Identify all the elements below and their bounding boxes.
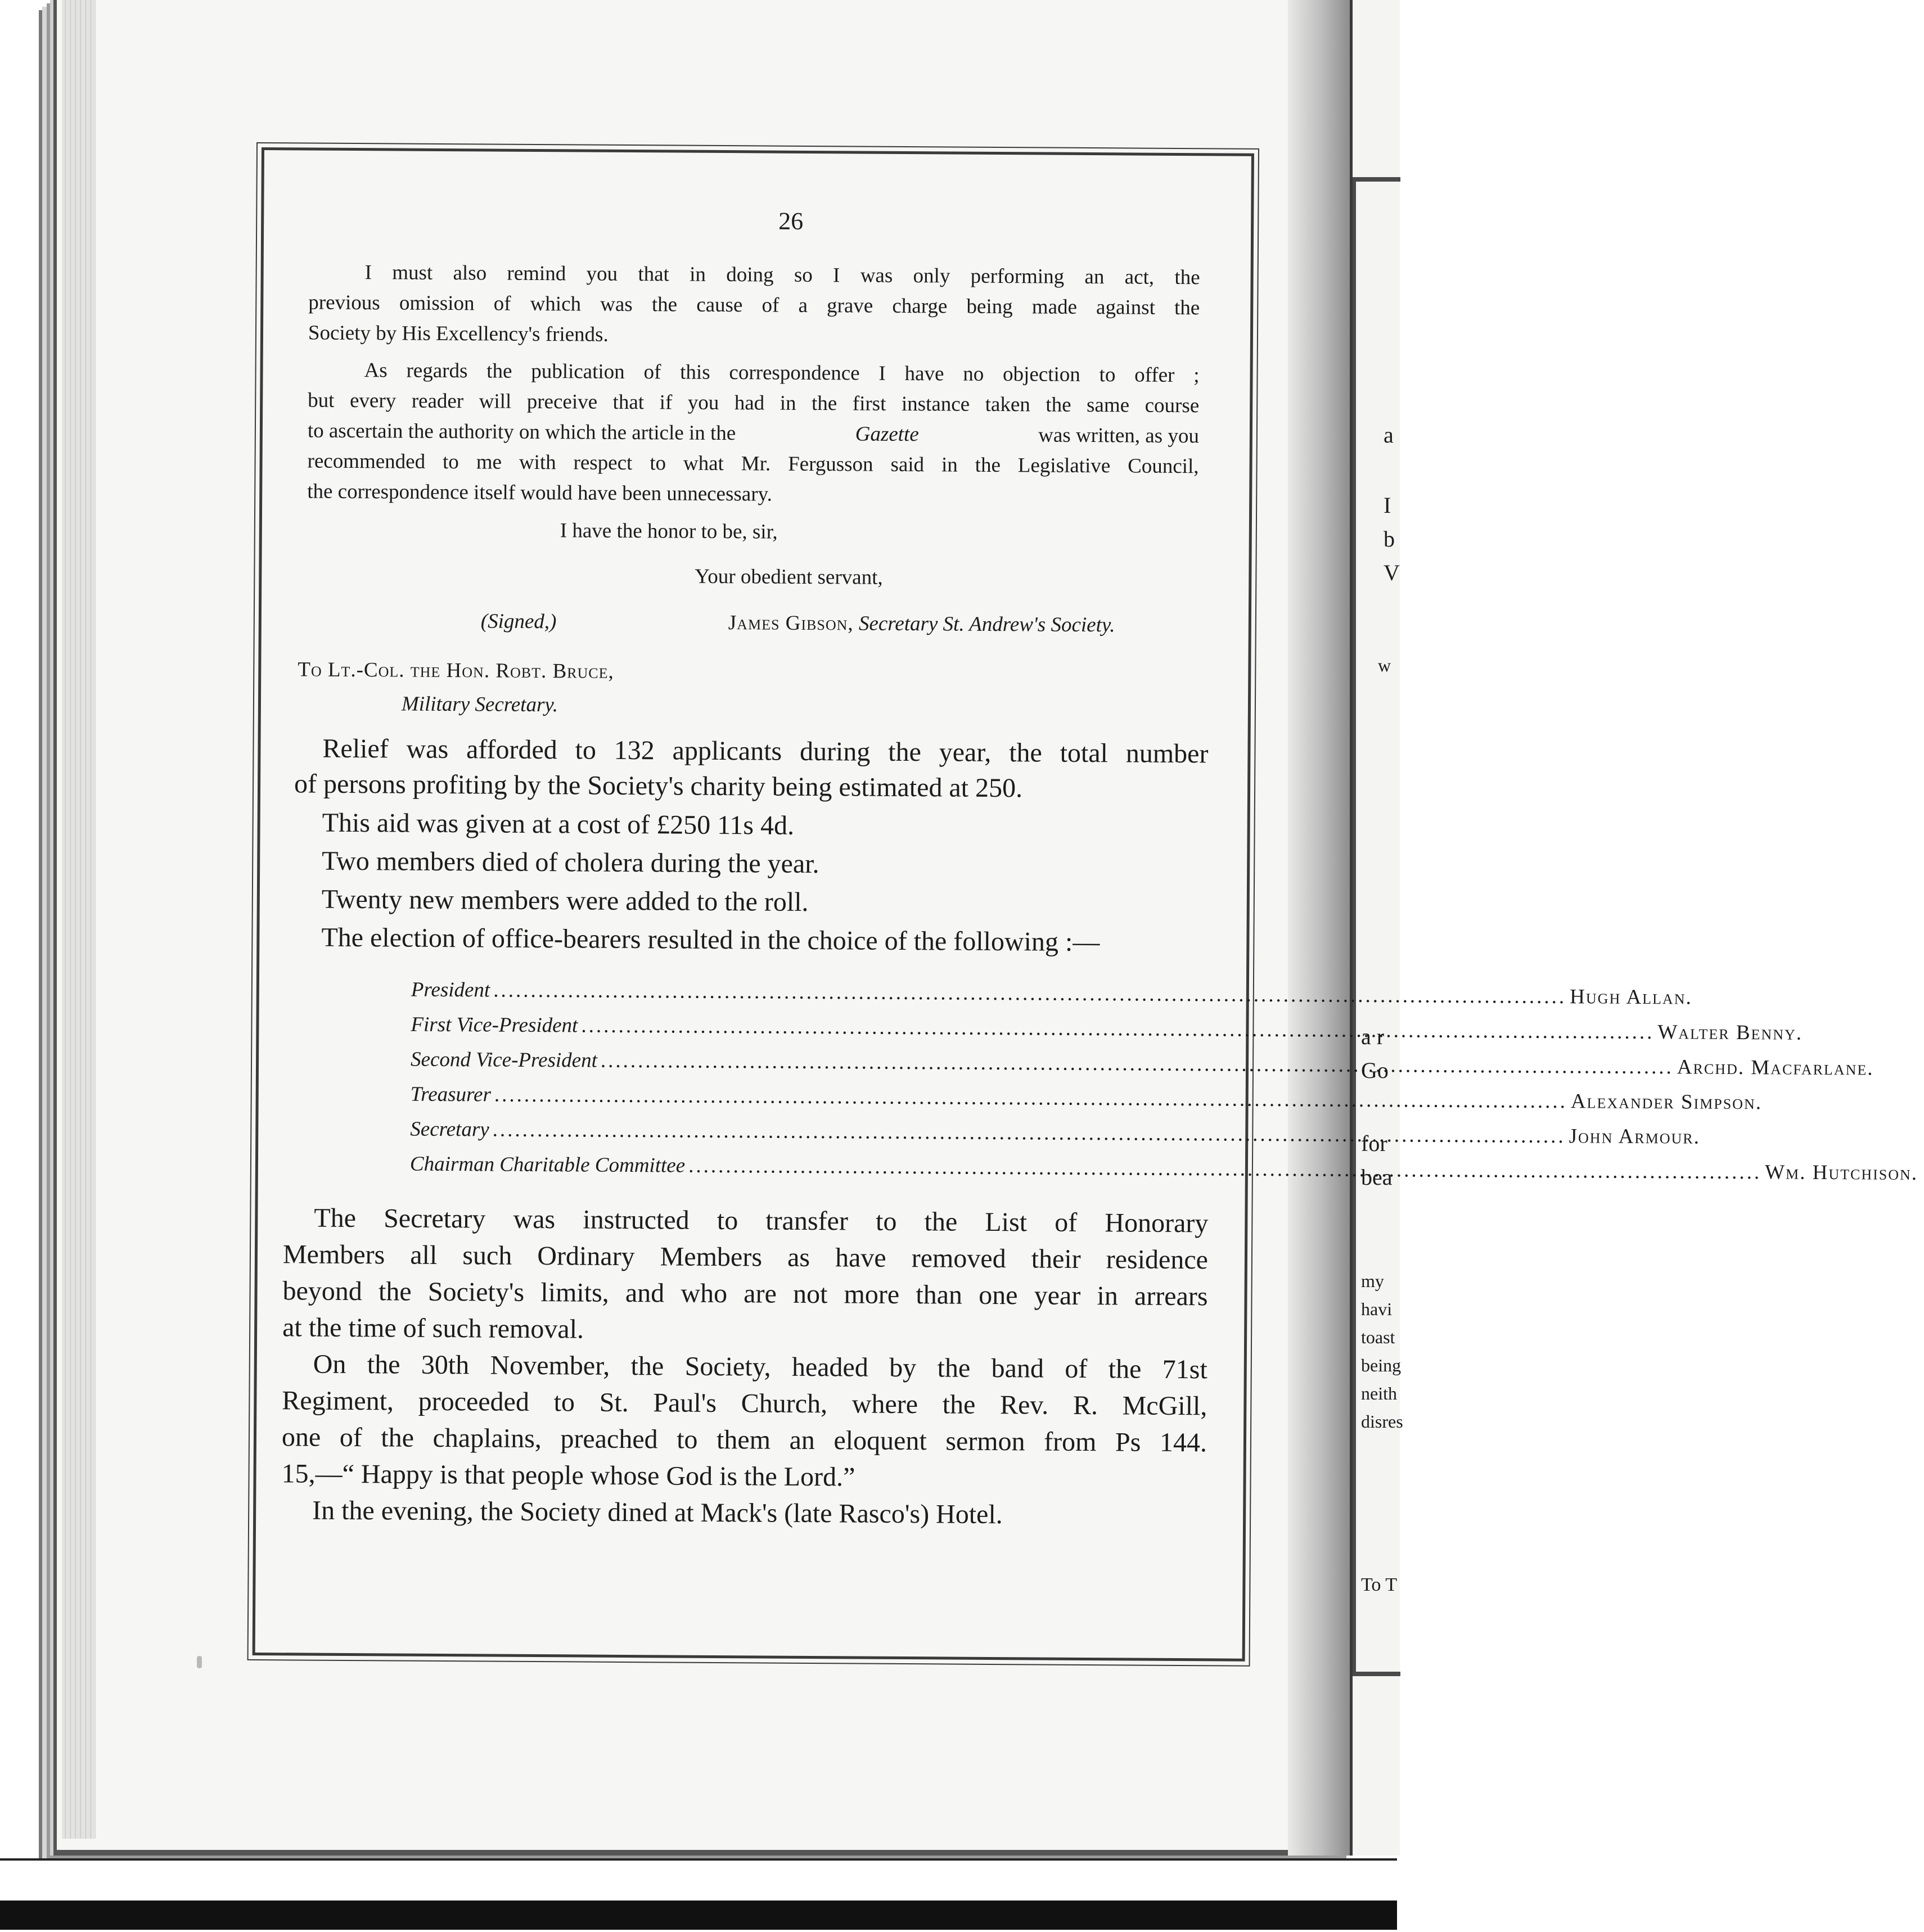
page-edges — [62, 0, 96, 1839]
addressee: To Lt.-Col. the Hon. Robt. Bruce, — [298, 658, 614, 683]
facing-fragment: neith — [1361, 1383, 1397, 1403]
letter-text: to ascertain the authority on which the article in the — [307, 419, 736, 445]
dinner-line: In the evening, the Society dined at Mack's (late Rasco's) Hotel. — [312, 1495, 1003, 1530]
letter-line — [308, 421, 1199, 447]
signatory-name: James Gibson, — [728, 611, 854, 635]
facing-fragment: I — [1384, 493, 1391, 518]
facing-fragment: disres — [1361, 1411, 1403, 1432]
facing-fragment: being — [1361, 1355, 1402, 1375]
leader-dots — [581, 1014, 1654, 1045]
addressee-title: Military Secretary. — [401, 692, 558, 717]
relief-deaths: Two members died of cholera during the year. — [322, 846, 819, 879]
signatory-title: Secretary St. Andrew's Society. — [858, 612, 1115, 637]
office-role: First Vice-President — [411, 1013, 578, 1037]
transfer-line: beyond the Society's limits, and who are not more than one year in arrears — [282, 1276, 1208, 1312]
november-line: Regiment, proceeded to St. Paul's Church, where the Rev. R. McGill, — [282, 1385, 1207, 1421]
office-role: Treasurer — [410, 1082, 492, 1107]
november-line: On the 30th November, the Society, headed by the band of the 71st — [313, 1349, 1207, 1385]
leader-dots — [493, 1118, 1566, 1149]
relief-line: Relief was afforded to 132 applicants during the year, the total number — [322, 733, 1209, 769]
gazette-title: Gazette — [855, 422, 919, 446]
facing-fragment: a — [1384, 422, 1394, 448]
facing-fragment: To T — [1361, 1574, 1398, 1595]
facing-fragment: Go — [1361, 1058, 1389, 1083]
facing-fragment: b — [1384, 526, 1395, 552]
november-line: one of the chaplains, preached to them an eloquent sermon from Ps 144. — [281, 1422, 1207, 1458]
facing-fragment: bea — [1361, 1164, 1393, 1190]
office-holder: Alexander Simpson. — [1570, 1090, 1763, 1114]
facing-fragment: havi — [1361, 1299, 1393, 1319]
letter-line: recommended to me with respect to what Mr. Fergusson said in the Legislative Council, — [307, 449, 1199, 479]
office-role: Secretary — [410, 1117, 489, 1141]
office-holder: Walter Benny. — [1657, 1021, 1803, 1045]
leader-dots — [494, 1083, 1567, 1114]
facing-page-text — [1361, 0, 1403, 1856]
signed-note: (Signed,) — [480, 610, 557, 634]
letter-line: previous omission of which was the cause of a grave charge being made against the — [308, 291, 1200, 320]
leader-dots — [688, 1154, 1761, 1185]
office-holder: Archd. Macfarlane. — [1677, 1055, 1874, 1080]
relief-election: The election of office-bearers resulted in the choice of the following :— — [321, 922, 1100, 958]
gutter-shadow — [1288, 0, 1350, 1856]
letter-closing: I have the honor to be, sir, — [560, 519, 778, 544]
facing-fragment: w — [1378, 655, 1391, 675]
relief-cost: This aid was given at a cost of £250 11s 4d. — [322, 807, 795, 841]
signature-line — [728, 612, 1115, 635]
ink-speck — [197, 1656, 202, 1668]
transfer-line: at the time of such removal. — [282, 1312, 584, 1344]
facing-fragment: for — [1361, 1131, 1387, 1156]
office-bearer-row — [411, 978, 1692, 1010]
relief-new-members: Twenty new members were added to the roll. — [321, 884, 809, 917]
office-role: President — [411, 978, 490, 1002]
letter-line: I must also remind you that in doing so I was only performing an act, the — [364, 261, 1200, 290]
page-number: 26 — [778, 207, 804, 235]
office-bearer-row — [410, 1082, 1763, 1115]
office-role: Chairman Charitable Committee — [409, 1152, 686, 1177]
letter-line: but every reader will preceive that if you had in the first instance taken the same course — [308, 389, 1200, 418]
office-holder: John Armour. — [1569, 1125, 1701, 1149]
relief-line: of persons profiting by the Society's charity being estimated at 250. — [294, 769, 1023, 804]
office-holder: Hugh Allan. — [1570, 985, 1692, 1009]
transfer-line: The Secretary was instructed to transfer to the List of Honorary — [314, 1203, 1209, 1239]
office-holder: Wm. Hutchison. — [1765, 1161, 1918, 1185]
facing-fragment: toast — [1361, 1327, 1395, 1347]
facing-fragment: my — [1361, 1271, 1384, 1291]
letter-text: was written, as you — [1038, 423, 1200, 448]
facing-fragment: a r — [1361, 1024, 1385, 1049]
scan-bottom-bar — [0, 1901, 1397, 1930]
leader-dots — [493, 978, 1566, 1009]
letter-line: the correspondence itself would have been unnecessary. — [307, 480, 773, 506]
office-role: Second Vice-President — [410, 1048, 598, 1072]
letter-line: Society by His Excellency's friends. — [308, 321, 609, 346]
transfer-line: Members all such Ordinary Members as have removed their residence — [282, 1239, 1209, 1275]
letter-line: As regards the publication of this correspondence I have no objection to offer ; — [364, 359, 1200, 387]
november-line: 15,—“ Happy is that people whose God is the Lord.” — [281, 1459, 855, 1492]
facing-fragment: V — [1384, 560, 1400, 585]
letter-valediction: Your obedient servant, — [695, 565, 883, 589]
leader-dots — [601, 1049, 1674, 1080]
